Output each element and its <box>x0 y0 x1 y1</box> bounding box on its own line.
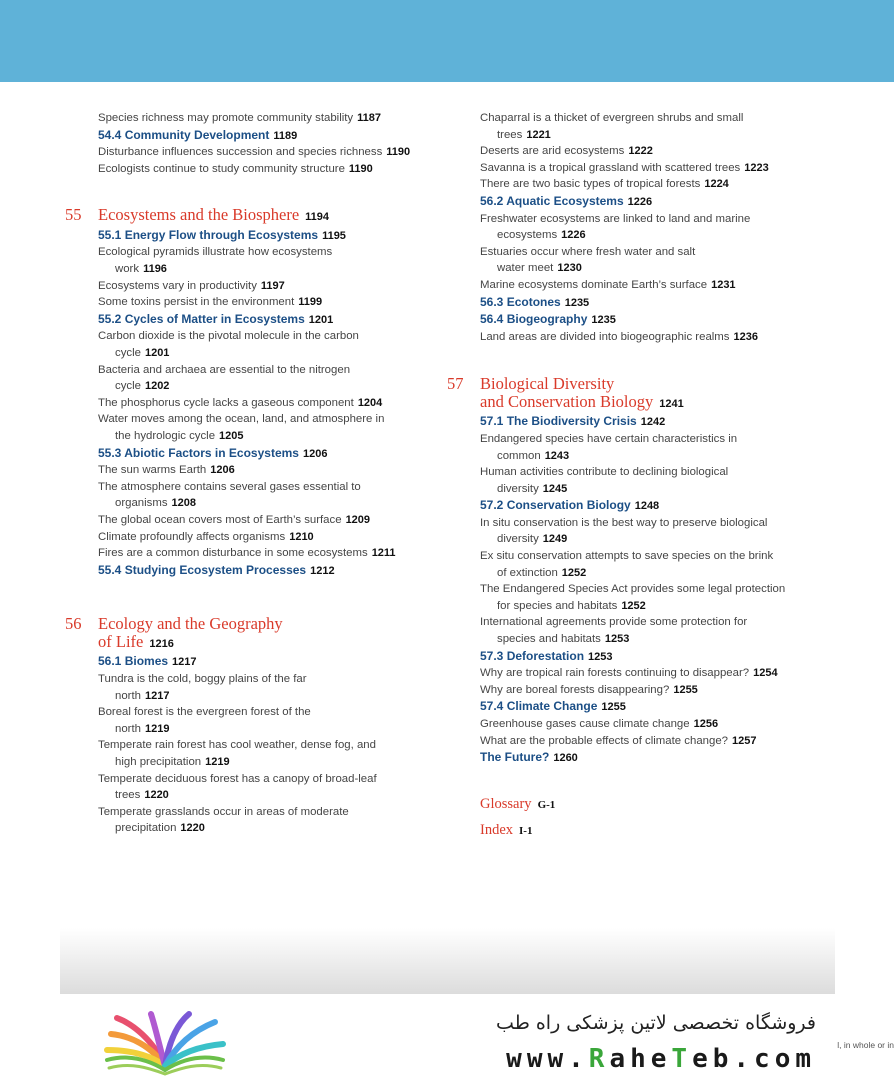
toc-page-number: 1243 <box>544 449 570 462</box>
toc-entry <box>480 431 810 448</box>
toc-page-number: 1249 <box>542 533 568 546</box>
toc-entry <box>480 244 810 261</box>
toc-entry <box>98 261 428 278</box>
backmatter-list <box>480 795 810 840</box>
toc-entry-text: 57.1 The Biodiversity Crisis <box>480 414 637 429</box>
toc-page-number: 1255 <box>601 701 626 714</box>
toc-page-number: 1190 <box>386 146 411 159</box>
toc-entry-text: The Future? <box>480 750 550 765</box>
toc-entry <box>98 545 428 562</box>
toc-entry <box>480 614 810 631</box>
toc-entry-text: Chaparral is a thicket of evergreen shrubs and small <box>480 112 744 124</box>
toc-page-number: 1255 <box>673 683 698 696</box>
toc-entry-text: Climate profoundly affects organisms <box>98 530 286 543</box>
toc-page-number: 1202 <box>144 380 170 393</box>
toc-page-number: 1224 <box>704 178 729 191</box>
toc-page-number: 1260 <box>553 752 578 765</box>
toc-page-number: 1205 <box>219 430 244 442</box>
toc-section-heading <box>480 497 810 515</box>
toc-entry-text: Fires are a common disturbance in some ecosystems <box>98 547 368 560</box>
url-part-accent: T <box>671 1044 693 1074</box>
toc-page-number: 1209 <box>345 513 371 526</box>
toc-entry-text: Why are tropical rain forests continuing to disappear? <box>480 667 750 680</box>
toc-entry <box>98 328 428 345</box>
toc-entry-text: north <box>115 689 141 702</box>
url-part: eb.com <box>692 1044 816 1074</box>
toc-entry <box>98 345 428 362</box>
toc-entry-text: Human activities contribute to declining biological <box>480 466 729 479</box>
toc-entry-text: Savanna is a tropical grassland with scattered trees <box>480 161 741 174</box>
toc-page-number: 1196 <box>143 263 167 276</box>
toc-page-number: 1242 <box>640 416 666 429</box>
toc-entry-text: work <box>115 263 140 276</box>
toc-entry-text: common <box>497 449 541 462</box>
toc-entry-text: Ecosystems vary in productivity <box>98 279 257 292</box>
url-part: www. <box>506 1044 589 1074</box>
chapter-title <box>98 206 428 227</box>
toc-page-number: 1235 <box>591 314 616 327</box>
toc-entry-text: What are the probable effects of climate change? <box>480 734 729 747</box>
toc-entry-text: water meet <box>497 262 554 275</box>
toc-entry <box>98 721 428 738</box>
toc-entry <box>480 176 810 193</box>
store-name-persian: فروشگاه تخصصی لاتین پزشکی راه طب <box>496 1012 816 1034</box>
toc-entry-text: Disturbance influences succession and species richness <box>98 146 383 159</box>
url-part: ahe <box>609 1044 672 1074</box>
toc-entry <box>98 362 428 379</box>
toc-page-number: 1217 <box>172 656 197 669</box>
toc-section-heading <box>480 413 810 431</box>
toc-entry-text: north <box>115 722 141 735</box>
toc-entry-text: Estuaries occur where fresh water and salt <box>480 245 696 258</box>
toc-entry <box>98 787 428 804</box>
toc-section-heading <box>480 648 810 666</box>
toc-entry <box>98 462 428 479</box>
toc-section-heading <box>480 698 810 716</box>
toc-entry <box>98 754 428 771</box>
toc-page-number: 1253 <box>604 633 630 646</box>
toc-entry-text: 55.4 Studying Ecosystem Processes <box>98 562 307 577</box>
toc-page-number: 1252 <box>621 599 646 612</box>
toc-page-number: 1219 <box>144 722 170 735</box>
toc-page-number: 1204 <box>357 396 383 409</box>
toc-entry <box>98 804 428 821</box>
toc-entry-text: cycle <box>115 380 141 393</box>
toc-page-number: 1257 <box>732 734 757 747</box>
chapter-number: 57 <box>447 374 464 394</box>
toc-entry-text: 55.2 Cycles of Matter in Ecosystems <box>98 311 305 326</box>
toc-entry-text: 57.4 Climate Change <box>480 699 598 714</box>
toc-entry-text: Water moves among the ocean, land, and atmosphere in <box>98 413 385 426</box>
chapter-title-line: Biological Diversity <box>480 374 615 394</box>
toc-entry <box>480 143 810 160</box>
toc-entry-text: 55.3 Abiotic Factors in Ecosystems <box>98 445 299 460</box>
toc-left-column <box>65 110 428 837</box>
toc-entry-text: Species richness may promote community stability <box>98 112 354 124</box>
toc-entry <box>98 737 428 754</box>
toc-entry <box>480 110 810 127</box>
toc-entry-text: Carbon dioxide is the pivotal molecule in the carbon <box>98 330 359 343</box>
toc-entry-text: Marine ecosystems dominate Earth’s surface <box>480 278 708 291</box>
toc-page-number: 1231 <box>711 278 736 291</box>
toc-entry-text: Boreal forest is the evergreen forest of the <box>98 706 311 719</box>
toc-entry-text: ecosystems <box>497 229 558 242</box>
toc-entry <box>98 144 428 161</box>
toc-entry-text: Land areas are divided into biogeographic realms <box>480 330 730 343</box>
toc-page-number: 1206 <box>302 447 328 460</box>
toc-right-column <box>447 110 810 840</box>
toc-entry <box>480 160 810 177</box>
toc-entry-text: trees <box>115 789 141 802</box>
toc-page-number: 1222 <box>628 145 653 158</box>
toc-entry-text: cycle <box>115 347 141 360</box>
toc-entry-text: 55.1 Energy Flow through Ecosystems <box>98 227 319 242</box>
toc-entry-text: Ecologists continue to study community structure <box>98 162 345 175</box>
toc-page-number: 1220 <box>180 822 205 835</box>
chapter-entries <box>480 413 810 766</box>
toc-page-number: 1256 <box>693 718 719 730</box>
chapter-57 <box>447 374 810 766</box>
toc-entry <box>98 294 428 311</box>
toc-entry <box>480 598 810 615</box>
toc-entry-text: Endangered species have certain characteristics in <box>480 432 738 445</box>
toc-entry-text: Deserts are arid ecosystems <box>480 145 625 158</box>
toc-entry-text: Temperate deciduous forest has a canopy of broad-leaf <box>98 772 377 785</box>
toc-entry-text: diversity <box>497 482 539 495</box>
toc-entry-text: Freshwater ecosystems are linked to land and marine <box>480 212 751 225</box>
toc-page-number: 1223 <box>744 161 769 174</box>
toc-page-number: 1245 <box>542 482 568 495</box>
index-entry <box>480 821 810 840</box>
toc-entry <box>98 428 428 445</box>
toc-entry-text: There are two basic types of tropical forests <box>480 178 701 191</box>
chapter-title <box>98 615 428 653</box>
toc-entry-text: Some toxins persist in the environment <box>98 296 295 309</box>
toc-section-heading <box>480 294 810 312</box>
toc-entry <box>480 531 810 548</box>
toc-entry-text: high precipitation <box>115 755 202 768</box>
toc-page-number: 1235 <box>564 296 590 309</box>
chapter-title-line: Ecology and the Geography <box>98 614 283 634</box>
toc-entry <box>98 395 428 412</box>
toc-page-number: 1208 <box>171 497 197 510</box>
toc-entry-text: 57.3 Deforestation <box>480 648 585 663</box>
toc-section-heading <box>98 311 428 329</box>
toc-entry-text: 54.4 Community Development <box>98 127 270 142</box>
chapter-number: 55 <box>65 205 82 225</box>
backmatter-page: I-1 <box>519 824 533 837</box>
toc-entry <box>480 733 810 750</box>
toc-page-number: 1254 <box>753 667 778 680</box>
toc-entry <box>98 244 428 261</box>
toc-entry <box>480 515 810 532</box>
toc-entry-text: Why are boreal forests disappearing? <box>480 683 670 696</box>
toc-entry <box>98 688 428 705</box>
toc-entry-text: Greenhouse gases cause climate change <box>480 718 690 730</box>
toc-page-number: 1217 <box>144 689 170 702</box>
toc-entry <box>480 631 810 648</box>
toc-page-number: 1226 <box>627 195 653 208</box>
chapter-entries <box>98 227 428 579</box>
toc-entry-text: 57.2 Conservation Biology <box>480 498 631 513</box>
toc-intro-block-left <box>98 110 428 177</box>
toc-entry <box>480 329 810 346</box>
toc-intro-block-right <box>480 110 810 345</box>
toc-page-number: 1206 <box>210 464 235 477</box>
toc-entry-text: trees <box>497 128 523 141</box>
toc-entry-text: organisms <box>115 497 168 510</box>
toc-page-number: 1253 <box>588 650 613 663</box>
toc-entry <box>98 704 428 721</box>
toc-section-heading <box>480 193 810 211</box>
open-book-logo-icon <box>103 1010 227 1076</box>
url-part-accent: R <box>588 1044 610 1074</box>
toc-page-number: 1252 <box>561 566 587 579</box>
toc-page-number: 1221 <box>526 128 551 141</box>
toc-entry <box>480 211 810 228</box>
toc-entry-text: 56.3 Ecotones <box>480 294 561 309</box>
toc-entry-text: The atmosphere contains several gases essential to <box>98 480 361 493</box>
toc-entry <box>98 378 428 395</box>
toc-entry <box>480 227 810 244</box>
toc-page-number: 1197 <box>260 279 285 292</box>
toc-entry <box>98 529 428 546</box>
toc-section-heading <box>98 127 428 145</box>
toc-section-heading <box>480 749 810 767</box>
store-url <box>506 1044 816 1074</box>
backmatter-title: Index <box>480 821 514 838</box>
toc-page-number: 1201 <box>308 313 334 326</box>
toc-entry <box>480 565 810 582</box>
top-color-band <box>0 0 894 82</box>
toc-page-number: 1226 <box>561 229 586 242</box>
chapter-entries <box>98 653 428 837</box>
toc-entry <box>480 548 810 565</box>
chapter-title-line: and Conservation Biology <box>480 391 654 411</box>
toc-entry-text: Temperate rain forest has cool weather, dense fog, and <box>98 739 376 752</box>
toc-page-number: 1212 <box>310 564 335 577</box>
toc-entry-text: diversity <box>497 533 539 546</box>
toc-entry <box>98 161 428 178</box>
toc-entry <box>480 127 810 144</box>
toc-section-heading <box>98 227 428 245</box>
toc-page-number: 1210 <box>289 530 314 543</box>
glossary-entry <box>480 795 810 814</box>
toc-page-number: 1187 <box>357 112 381 124</box>
toc-entry-text: In situ conservation is the best way to preserve biological <box>480 516 768 529</box>
chapter-55 <box>65 205 428 579</box>
chapter-page-number: 1194 <box>305 211 330 224</box>
toc-entry <box>480 716 810 733</box>
toc-page-number: 1248 <box>634 500 660 513</box>
toc-page-number: 1230 <box>557 262 582 275</box>
toc-entry-text: Ex situ conservation attempts to save species on the brink <box>480 550 774 563</box>
toc-entry <box>480 277 810 294</box>
chapter-number: 56 <box>65 614 82 634</box>
toc-entry <box>98 671 428 688</box>
toc-entry <box>98 771 428 788</box>
toc-page-number: 1195 <box>322 229 346 242</box>
toc-entry-text: 56.2 Aquatic Ecosystems <box>480 193 624 208</box>
toc-entry <box>480 481 810 498</box>
chapter-page-number: 1216 <box>149 637 174 650</box>
toc-entry-text: of extinction <box>497 566 558 579</box>
toc-entry-text: The phosphorus cycle lacks a gaseous component <box>98 396 354 409</box>
toc-section-heading <box>98 562 428 580</box>
toc-entry-text: precipitation <box>115 822 177 835</box>
toc-entry <box>480 448 810 465</box>
toc-entry-text: Ecological pyramids illustrate how ecosystems <box>98 246 333 259</box>
toc-entry-text: The Endangered Species Act provides some legal protection <box>480 583 786 596</box>
toc-page-number: 1190 <box>348 162 373 175</box>
toc-entry <box>98 110 428 127</box>
toc-section-heading <box>98 445 428 463</box>
toc-page-number: 1211 <box>371 547 396 560</box>
toc-section-heading <box>480 311 810 329</box>
toc-entry <box>98 479 428 496</box>
chapter-56 <box>65 614 428 837</box>
toc-entry <box>98 411 428 428</box>
toc-entry-text: for species and habitats <box>497 599 618 612</box>
toc-entry-text: 56.4 Biogeography <box>480 312 588 327</box>
backmatter-page: G-1 <box>537 798 556 811</box>
toc-entry-text: species and habitats <box>497 633 601 646</box>
toc-page-number: 1220 <box>144 789 169 802</box>
toc-entry-text: 56.1 Biomes <box>98 654 169 669</box>
toc-entry <box>98 820 428 837</box>
toc-page-number: 1236 <box>733 330 758 343</box>
toc-entry-text: The global ocean covers most of Earth’s surface <box>98 513 342 526</box>
toc-entry <box>480 665 810 682</box>
chapter-title-line: of Life <box>98 631 144 651</box>
page-bottom-shadow <box>60 928 835 994</box>
backmatter-title: Glossary <box>480 795 532 812</box>
toc-section-heading <box>98 653 428 671</box>
toc-entry-text: Temperate grasslands occur in areas of moderate <box>98 805 349 818</box>
chapter-title <box>480 375 810 413</box>
toc-page-number: 1199 <box>298 296 323 309</box>
toc-entry-text: Tundra is the cold, boggy plains of the far <box>98 672 307 685</box>
toc-entry <box>480 682 810 699</box>
toc-entry <box>480 260 810 277</box>
toc-entry-text: Bacteria and archaea are essential to the nitrogen <box>98 363 351 376</box>
toc-entry <box>480 464 810 481</box>
toc-entry <box>98 512 428 529</box>
toc-entry-text: the hydrologic cycle <box>115 430 216 442</box>
chapter-title-line: Ecosystems and the Biosphere <box>98 205 300 225</box>
toc-entry <box>98 495 428 512</box>
toc-entry <box>98 278 428 295</box>
toc-page-number: 1219 <box>205 755 230 768</box>
chapter-page-number: 1241 <box>659 397 684 410</box>
toc-entry-text: The sun warms Earth <box>98 464 207 477</box>
toc-entry-text: International agreements provide some protection for <box>480 616 748 629</box>
cut-off-edge-text: l, in whole or in <box>837 1040 894 1050</box>
toc-page-number: 1189 <box>273 129 298 142</box>
toc-entry <box>480 581 810 598</box>
toc-page-number: 1201 <box>144 347 170 360</box>
